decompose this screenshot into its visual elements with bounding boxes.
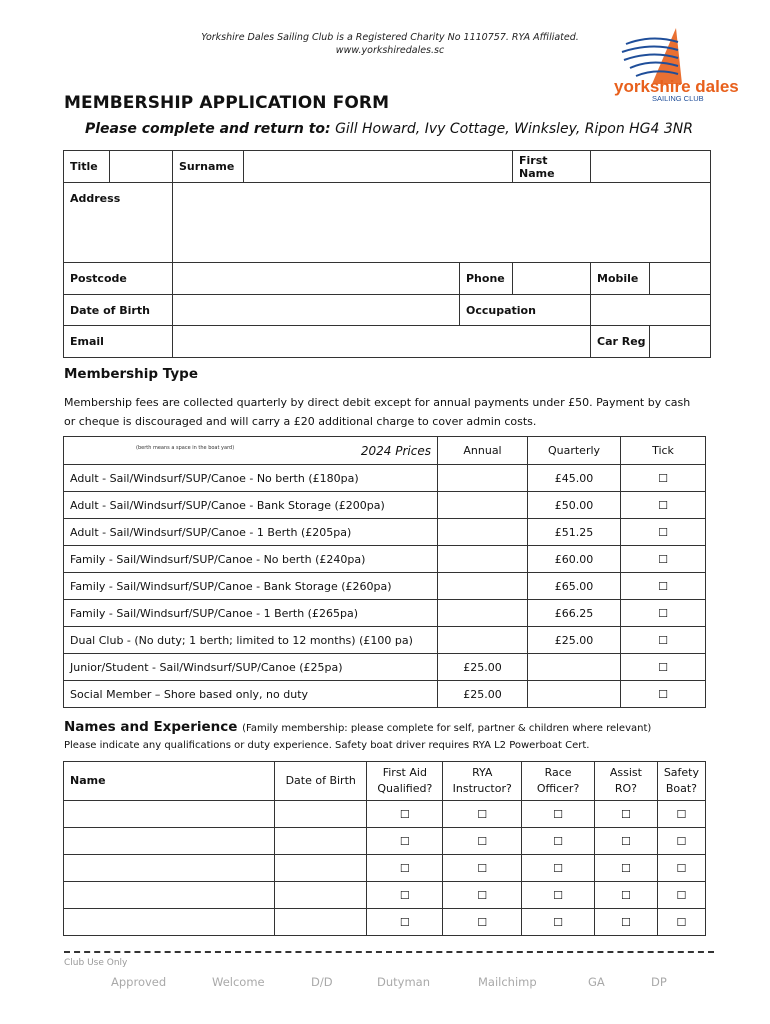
occupation-label: Occupation <box>460 295 591 326</box>
club-use-welcome: Welcome <box>212 975 265 989</box>
first-aid-checkbox[interactable]: ☐ <box>367 882 443 909</box>
surname-field[interactable] <box>244 151 513 183</box>
name-header: Name <box>64 762 275 801</box>
occupation-field[interactable] <box>591 295 711 326</box>
annual-price <box>438 546 528 573</box>
assist-checkbox[interactable]: ☐ <box>594 882 657 909</box>
membership-row <box>64 681 706 708</box>
safety-checkbox[interactable]: ☐ <box>657 801 705 828</box>
membership-row <box>64 600 706 627</box>
names-table <box>63 761 706 936</box>
dob-field[interactable] <box>275 855 367 882</box>
quarterly-price: £25.00 <box>528 627 621 654</box>
assist-checkbox[interactable]: ☐ <box>594 801 657 828</box>
tick-checkbox[interactable]: ☐ <box>621 465 706 492</box>
safety-line1: Safety <box>663 766 699 779</box>
name-field[interactable] <box>64 855 275 882</box>
membership-row <box>64 627 706 654</box>
tick-checkbox[interactable]: ☐ <box>621 519 706 546</box>
annual-price <box>438 465 528 492</box>
website: www.yorkshiredales.sc <box>335 45 445 56</box>
membership-row <box>64 465 706 492</box>
race-line2: Officer? <box>536 782 580 795</box>
membership-row <box>64 492 706 519</box>
dob-field[interactable] <box>275 882 367 909</box>
table-row <box>64 882 706 909</box>
membership-name: Adult - Sail/Windsurf/SUP/Canoe - No berth (£180pa) <box>64 465 438 492</box>
address-label: Address <box>64 183 173 263</box>
annual-price <box>438 600 528 627</box>
table-row <box>64 828 706 855</box>
tick-checkbox[interactable]: ☐ <box>621 492 706 519</box>
tick-header: Tick <box>621 437 706 465</box>
postcode-field[interactable] <box>173 263 460 295</box>
quarterly-price: £65.00 <box>528 573 621 600</box>
quarterly-price: £66.25 <box>528 600 621 627</box>
membership-name: Social Member – Shore based only, no duty <box>64 681 438 708</box>
race-header <box>522 762 595 801</box>
dob-field[interactable] <box>275 801 367 828</box>
club-use-label: Club Use Only <box>64 958 128 968</box>
assist-line1: Assist <box>609 766 642 779</box>
personal-details-table <box>63 150 711 358</box>
first-aid-checkbox[interactable]: ☐ <box>367 828 443 855</box>
rya-line2: Instructor? <box>452 782 512 795</box>
title-label: Title <box>64 151 110 183</box>
race-checkbox[interactable]: ☐ <box>522 855 595 882</box>
membership-name: Family - Sail/Windsurf/SUP/Canoe - 1 Berth (£265pa) <box>64 600 438 627</box>
rya-checkbox[interactable]: ☐ <box>443 882 522 909</box>
race-checkbox[interactable]: ☐ <box>522 909 595 936</box>
tick-checkbox[interactable]: ☐ <box>621 546 706 573</box>
name-field[interactable] <box>64 828 275 855</box>
assist-header <box>594 762 657 801</box>
surname-label: Surname <box>173 151 244 183</box>
race-checkbox[interactable]: ☐ <box>522 828 595 855</box>
membership-name: Adult - Sail/Windsurf/SUP/Canoe - 1 Berth (£205pa) <box>64 519 438 546</box>
membership-name: Family - Sail/Windsurf/SUP/Canoe - No berth (£240pa) <box>64 546 438 573</box>
table-row <box>64 801 706 828</box>
name-field[interactable] <box>64 882 275 909</box>
names-heading-line <box>64 719 651 735</box>
membership-row <box>64 654 706 681</box>
rya-line1: RYA <box>472 766 493 779</box>
membership-row <box>64 519 706 546</box>
annual-price <box>438 492 528 519</box>
annual-price <box>438 573 528 600</box>
table-row <box>64 855 706 882</box>
name-field[interactable] <box>64 801 275 828</box>
rya-checkbox[interactable]: ☐ <box>443 855 522 882</box>
berth-note: (berth means a space in the boat yard) <box>136 445 235 451</box>
quarterly-price: £45.00 <box>528 465 621 492</box>
rya-checkbox[interactable]: ☐ <box>443 828 522 855</box>
dob-label: Date of Birth <box>64 295 173 326</box>
assist-checkbox[interactable]: ☐ <box>594 828 657 855</box>
logo-wordmark: yorkshire dales <box>614 77 739 96</box>
annual-header: Annual <box>438 437 528 465</box>
annual-price: £25.00 <box>438 654 528 681</box>
mobile-label: Mobile <box>591 263 650 294</box>
phone-field[interactable] <box>513 263 591 295</box>
car-reg-field[interactable] <box>650 326 710 357</box>
quarterly-price: £50.00 <box>528 492 621 519</box>
club-logo <box>612 26 744 102</box>
names-heading-note: (Family membership: please complete for self, partner & children where relevant) <box>242 723 652 734</box>
assist-checkbox[interactable]: ☐ <box>594 855 657 882</box>
return-to <box>85 121 693 137</box>
membership-row <box>64 573 706 600</box>
club-use-dd: D/D <box>311 975 333 989</box>
membership-name: Family - Sail/Windsurf/SUP/Canoe - Bank Storage (£260pa) <box>64 573 438 600</box>
form-title: MEMBERSHIP APPLICATION FORM <box>64 93 390 113</box>
membership-name: Adult - Sail/Windsurf/SUP/Canoe - Bank Storage (£200pa) <box>64 492 438 519</box>
annual-price: £25.00 <box>438 681 528 708</box>
first-aid-header <box>367 762 443 801</box>
charity-line: Yorkshire Dales Sailing Club is a Registered Charity No 1110757. RYA Affiliated. <box>201 32 579 43</box>
tick-checkbox[interactable]: ☐ <box>621 600 706 627</box>
first-aid-line1: First Aid <box>382 766 427 779</box>
mobile-cell <box>591 263 711 295</box>
names-instructions: Please indicate any qualifications or duty experience. Safety boat driver requires RYA L2 Powerboat Cert. <box>64 740 590 751</box>
dob-field[interactable] <box>173 295 460 326</box>
assist-checkbox[interactable]: ☐ <box>594 909 657 936</box>
safety-checkbox[interactable]: ☐ <box>657 828 705 855</box>
car-reg-label: Car Reg <box>591 326 650 357</box>
club-use-approved: Approved <box>111 975 167 989</box>
first-aid-checkbox[interactable]: ☐ <box>367 801 443 828</box>
annual-price <box>438 519 528 546</box>
rya-checkbox[interactable]: ☐ <box>443 801 522 828</box>
club-use-dp: DP <box>651 975 667 989</box>
first-name-label: First Name <box>513 151 591 183</box>
club-use-mailchimp: Mailchimp <box>478 975 537 989</box>
prices-header <box>64 437 438 465</box>
membership-name: Junior/Student - Sail/Windsurf/SUP/Canoe (£25pa) <box>64 654 438 681</box>
phone-label: Phone <box>460 263 513 295</box>
quarterly-price <box>528 654 621 681</box>
cut-line <box>64 951 714 953</box>
membership-description: Membership fees are collected quarterly by direct debit except for annual payments under £50. Payment by cash or cheque is discouraged and will carry a £20 additional charge to cover admin costs. <box>64 396 691 428</box>
safety-checkbox[interactable]: ☐ <box>657 909 705 936</box>
quarterly-price <box>528 681 621 708</box>
title-field[interactable] <box>110 151 173 183</box>
membership-name: Dual Club - (No duty; 1 berth; limited to 12 months) (£100 pa) <box>64 627 438 654</box>
car-reg-cell <box>591 326 711 358</box>
race-line1: Race <box>544 766 572 779</box>
dob-header: Date of Birth <box>275 762 367 801</box>
table-row <box>64 909 706 936</box>
tick-checkbox[interactable]: ☐ <box>621 654 706 681</box>
race-checkbox[interactable]: ☐ <box>522 882 595 909</box>
email-field[interactable] <box>173 326 591 358</box>
race-checkbox[interactable]: ☐ <box>522 801 595 828</box>
quarterly-header: Quarterly <box>528 437 621 465</box>
mobile-field[interactable] <box>650 263 710 294</box>
membership-table <box>63 436 706 708</box>
first-aid-line2: Qualified? <box>377 782 433 795</box>
dob-field[interactable] <box>275 909 367 936</box>
rya-checkbox[interactable]: ☐ <box>443 909 522 936</box>
tick-checkbox[interactable]: ☐ <box>621 627 706 654</box>
prices-label: 2024 Prices <box>360 444 431 458</box>
rya-header <box>443 762 522 801</box>
name-field[interactable] <box>64 909 275 936</box>
quarterly-price: £60.00 <box>528 546 621 573</box>
tick-checkbox[interactable]: ☐ <box>621 573 706 600</box>
safety-checkbox[interactable]: ☐ <box>657 882 705 909</box>
first-aid-checkbox[interactable]: ☐ <box>367 909 443 936</box>
quarterly-price: £51.25 <box>528 519 621 546</box>
club-use-dutyman: Dutyman <box>377 975 430 989</box>
logo-subtitle: SAILING CLUB <box>652 94 704 102</box>
safety-checkbox[interactable]: ☐ <box>657 855 705 882</box>
club-use-ga: GA <box>588 975 605 989</box>
postcode-label: Postcode <box>64 263 173 295</box>
membership-heading: Membership Type <box>64 366 198 382</box>
return-label: Please complete and return to: <box>85 121 331 137</box>
address-field[interactable] <box>173 183 711 263</box>
first-aid-checkbox[interactable]: ☐ <box>367 855 443 882</box>
first-name-field[interactable] <box>591 151 711 183</box>
assist-line2: RO? <box>614 782 637 795</box>
return-address: Gill Howard, Ivy Cottage, Winksley, Ripon HG4 3NR <box>335 121 693 137</box>
names-heading: Names and Experience <box>64 719 238 735</box>
dob-field[interactable] <box>275 828 367 855</box>
safety-header <box>657 762 705 801</box>
membership-row <box>64 546 706 573</box>
tick-checkbox[interactable]: ☐ <box>621 681 706 708</box>
safety-line2: Boat? <box>665 782 697 795</box>
email-label: Email <box>64 326 173 358</box>
annual-price <box>438 627 528 654</box>
